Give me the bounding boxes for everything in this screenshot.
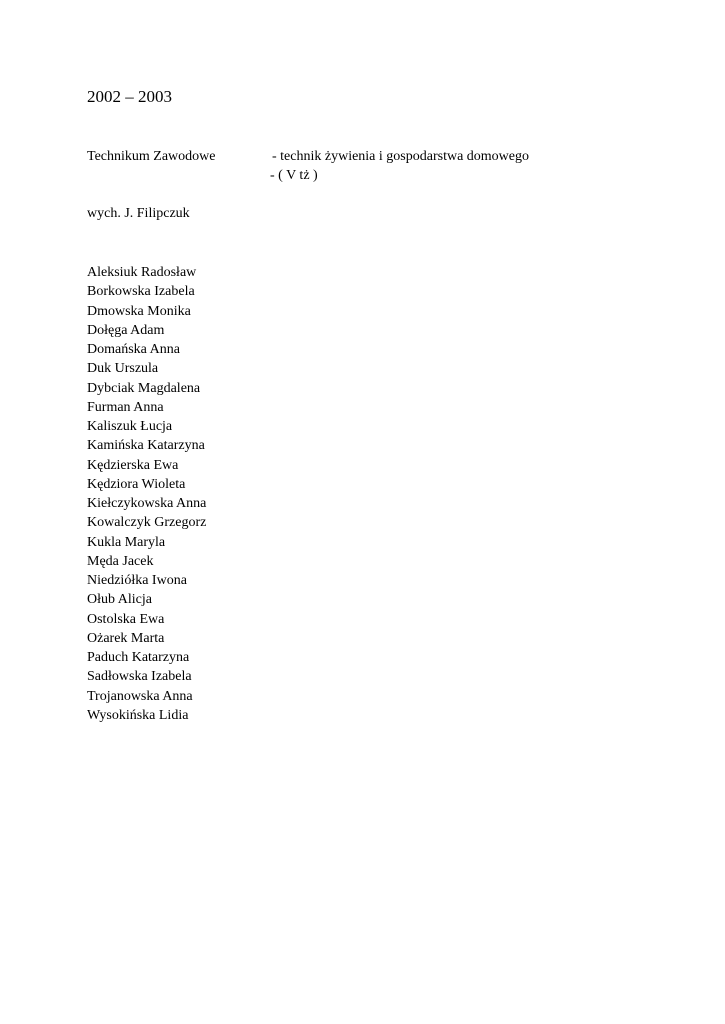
student-name: Niedziółka Iwona (87, 573, 187, 588)
student-list (87, 263, 206, 725)
student-name: Borkowska Izabela (87, 284, 195, 300)
student-name: Dybciak Magdalena (87, 380, 201, 396)
student-name: Aleksiuk Radosław (87, 265, 197, 280)
student-name: Sadłowska Izabela (87, 669, 192, 685)
student-name: Kukla Maryla (87, 534, 166, 550)
school-year: 2002 – 2003 (87, 87, 172, 106)
student-name: Paduch Katarzyna (87, 650, 190, 665)
student-name: Kaliszuk Łucja (87, 419, 173, 434)
student-name: Kędziora Wioleta (87, 476, 186, 492)
student-name: Duk Urszula (87, 361, 159, 377)
student-name: Ołub Alicja (87, 592, 152, 608)
student-name: Kiełczykowska Anna (87, 496, 207, 511)
student-name: Kowalczyk Grzegorz (87, 515, 207, 531)
class-tutor: wych. J. Filipczuk (87, 206, 190, 221)
class-code: - ( V tż ) (270, 168, 318, 183)
school-name: Technikum Zawodowe (87, 149, 216, 164)
student-name: Męda Jacek (87, 553, 154, 569)
student-name: Kędzierska Ewa (87, 457, 179, 473)
student-name: Dołęga Adam (87, 322, 165, 338)
student-name: Wysokińska Lidia (87, 707, 189, 723)
student-name: Ożarek Marta (87, 630, 165, 646)
student-name: Domańska Anna (87, 342, 180, 357)
student-name: Ostolska Ewa (87, 611, 165, 627)
student-name: Furman Anna (87, 399, 164, 415)
student-name: Kamińska Katarzyna (87, 438, 205, 454)
student-name: Trojanowska Anna (87, 688, 193, 704)
student-name: Dmowska Monika (87, 303, 191, 319)
specialty: - technik żywienia i gospodarstwa domowego (272, 149, 529, 164)
